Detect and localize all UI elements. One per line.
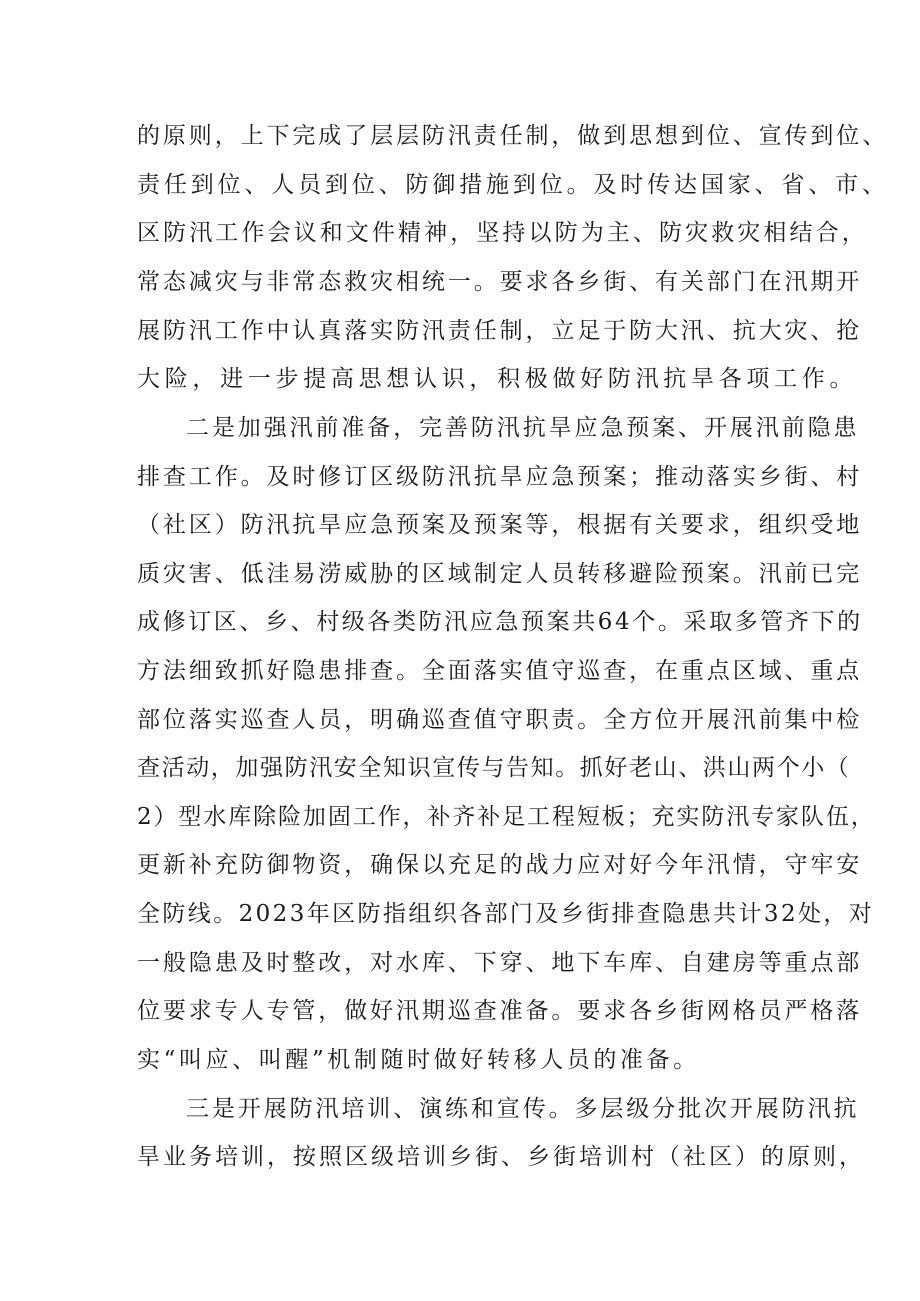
text-line: 排查工作。及时修订区级防汛抗旱应急预案；推动落实乡街、村 — [137, 464, 863, 490]
text-line: 位要求专人专管，做好汛期巡查准备。要求各乡街网格员严格落 — [137, 998, 863, 1024]
text-line: 旱业务培训，按照区级培训乡街、乡街培训村（社区）的原则， — [137, 1144, 865, 1170]
text-line: 实“叫应、叫醒”机制随时做好转移人员的准备。 — [137, 1047, 700, 1073]
text-line: 2）型水库除险加固工作，补齐补足工程短板；充实防汛专家队伍， — [137, 804, 876, 830]
text-line: 常态减灾与非常态救灾相统一。要求各乡街、有关部门在汛期开 — [137, 269, 863, 295]
text-line: 大险，进一步提高思想认识，积极做好防汛抗旱各项工作。 — [137, 366, 858, 392]
text-line: （社区）防汛抗旱应急预案及预案等，根据有关要求，组织受地 — [137, 512, 863, 538]
text-line: 质灾害、低洼易涝威胁的区域制定人员转移避险预案。汛前已完 — [137, 561, 863, 587]
paragraph-first-line: 三是开展防汛培训、演练和宣传。多层级分批次开展防汛抗 — [186, 1096, 860, 1122]
text-line: 区防汛工作会议和文件精神，坚持以防为主、防灾救灾相结合， — [137, 220, 868, 246]
text-line: 责任到位、人员到位、防御措施到位。及时传达国家、省、市、 — [137, 172, 889, 198]
text-line: 部位落实巡查人员，明确巡查值守职责。全方位开展汛前集中检 — [137, 707, 863, 733]
paragraph-first-line: 二是加强汛前准备，完善防汛抗旱应急预案、开展汛前隐患 — [186, 415, 860, 441]
text-line: 查活动，加强防汛安全知识宣传与告知。抓好老山、洪山两个小（ — [137, 755, 851, 781]
text-line: 成修订区、乡、村级各类防汛应急预案共64个。采取多管齐下的 — [137, 609, 863, 635]
text-line: 一般隐患及时整改，对水库、下穿、地下车库、自建房等重点部 — [137, 950, 863, 976]
text-line: 更新补充防御物资，确保以充足的战力应对好今年汛情，守牢安 — [137, 852, 863, 878]
text-line: 全防线。2023年区防指组织各部门及乡街排查隐患共计32处，对 — [137, 901, 875, 927]
text-line: 展防汛工作中认真落实防汛责任制，立足于防大汛、抗大灾、抢 — [137, 318, 863, 344]
text-line: 方法细致抓好隐患排查。全面落实值守巡查，在重点区域、重点 — [137, 658, 863, 684]
text-line: 的原则，上下完成了层层防汛责任制，做到思想到位、宣传到位、 — [137, 123, 889, 149]
